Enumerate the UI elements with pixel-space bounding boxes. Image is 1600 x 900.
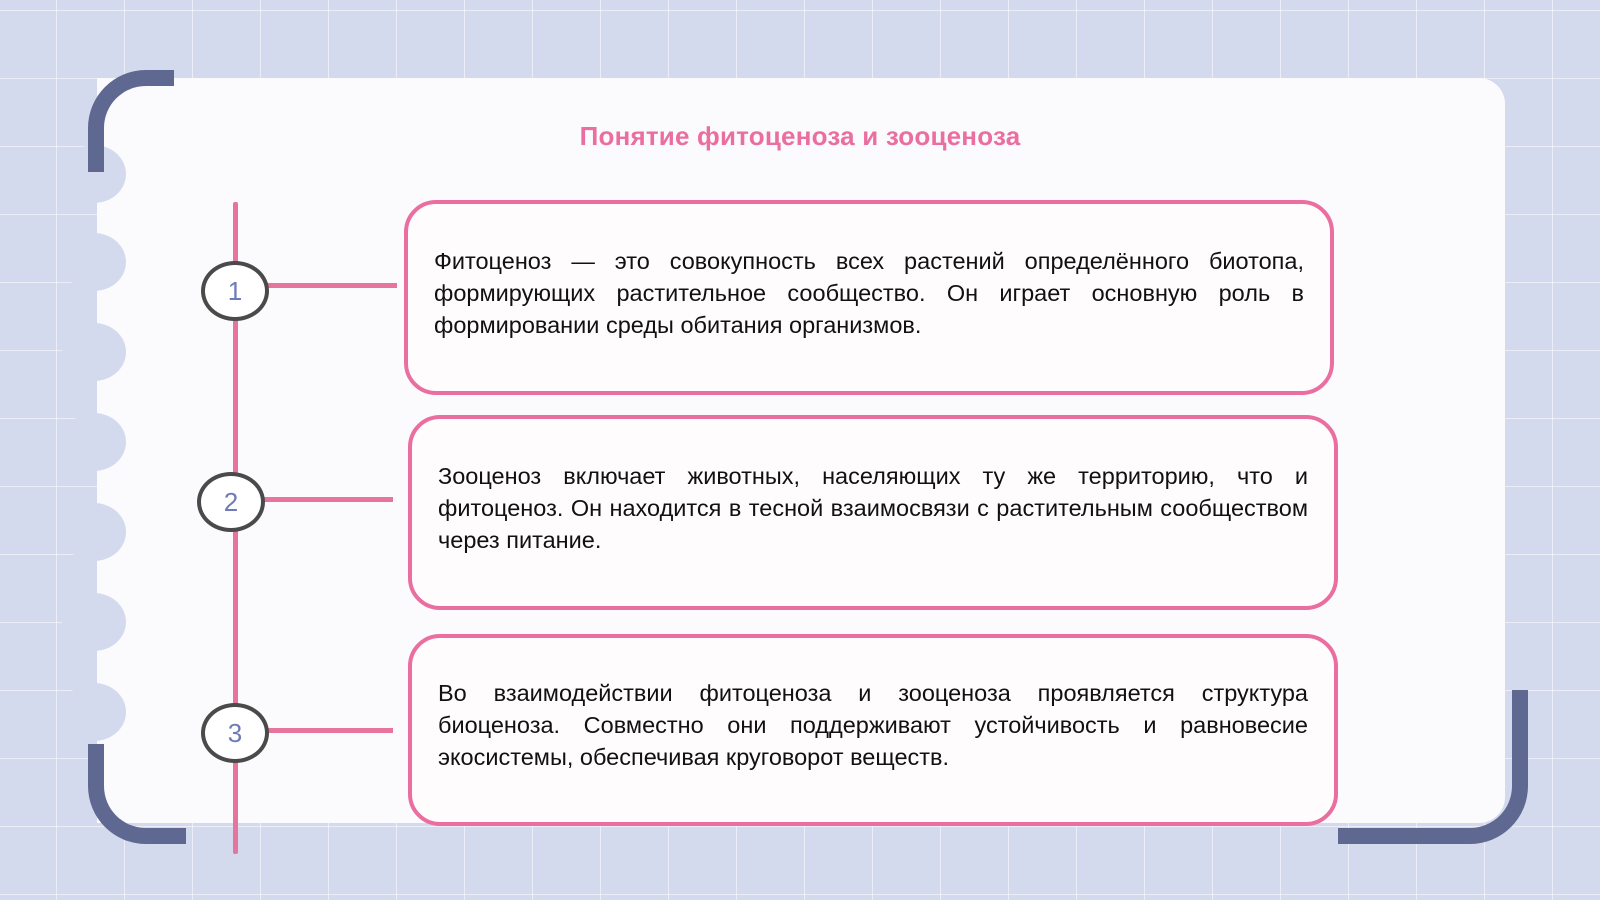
notebook-edge-notch [62,413,126,471]
slide-title: Понятие фитоценоза и зооценоза [579,121,1021,151]
concept-card-2 [408,415,1338,610]
notebook-edge-notch [62,593,126,651]
notebook-edge-notch [62,683,126,741]
notebook-edge-notch [62,323,126,381]
timeline-connector-1 [265,283,397,288]
corner-bracket-bottom-left [88,744,186,844]
corner-bracket-bottom-right [1338,690,1528,844]
concept-text-2: Зооценоз включает животных, населяющих ту же территорию, что и фитоценоз. Он находится в тесной взаимосвязи с растительным сообществом через питание. [438,462,1308,553]
concept-text-3: Во взаимодействии фитоценоза и зооценоза проявляется структура биоценоза. Совместно они поддерживают устойчивость и равновесие экосистемы, обеспечивая круговорот веществ. [438,680,1308,770]
step-number-2: 2 [197,472,265,532]
concept-card-1 [404,200,1334,395]
step-number-3: 3 [201,703,269,763]
concept-text-1: Фитоценоз — это совокупность всех растений определённого биотопа, формирующих растительное сообщество. Он играет основную роль в формировании среды обитания организмов. [434,247,1304,338]
notebook-edge-notch [62,233,126,291]
notebook-edge-notch [62,503,126,561]
step-number-1: 1 [201,261,269,321]
concept-card-3 [408,634,1338,826]
timeline-connector-2 [262,497,393,502]
timeline-connector-3 [266,728,393,733]
